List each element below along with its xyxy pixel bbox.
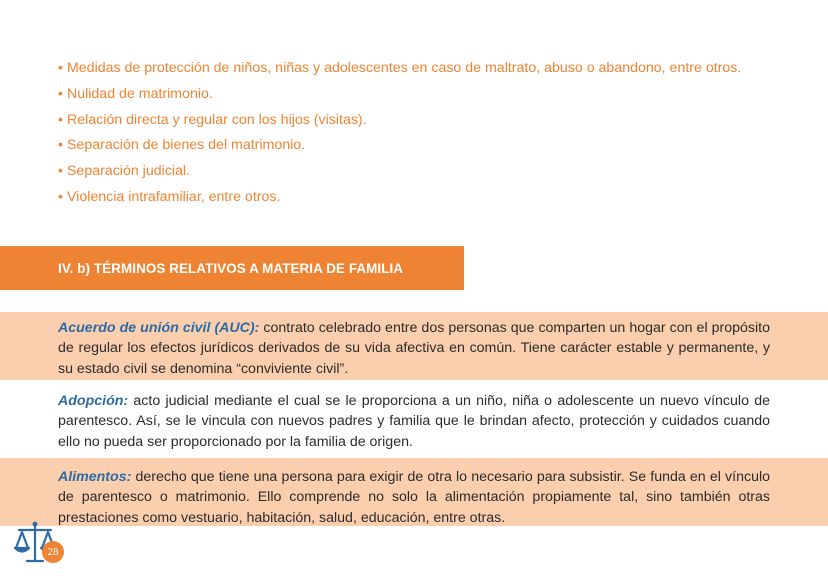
- bullet-marker: •: [58, 85, 63, 102]
- bullet-marker: •: [58, 137, 63, 154]
- list-item: [58, 159, 741, 185]
- list-item-text: Relación directa y regular con los hijos (visitas).: [66, 111, 367, 128]
- bullet-marker: •: [58, 188, 63, 205]
- list-item: [58, 82, 741, 108]
- list-item-text: Separación judicial.: [66, 163, 191, 180]
- section-title: IV. b) TÉRMINOS RELATIVOS A MATERIA DE FAMILIA: [58, 261, 404, 276]
- list-item-text: Medidas de protección de niños, niñas y adolescentes en caso de maltrato, abuso o abandono, entre otros.: [66, 60, 742, 76]
- glossary-entry-text: [58, 391, 770, 452]
- glossary-term: Acuerdo de unión civil (AUC):: [58, 320, 260, 336]
- glossary-entry-auc: [0, 312, 828, 380]
- list-item-text: Separación de bienes del matrimonio.: [66, 137, 306, 154]
- list-item-text: Violencia intrafamiliar, entre otros.: [66, 188, 281, 205]
- bullet-marker: •: [58, 111, 63, 128]
- page-number: 28: [42, 541, 64, 563]
- section-header-bar: [0, 246, 464, 290]
- list-item: [58, 185, 741, 211]
- list-item: [58, 56, 741, 82]
- glossary-definition: acto judicial mediante el cual se le proporciona a un niño, niña o adolescente un nuevo vínculo de parentesco. Así, se le vincula con nuevos padres y familia que le brindan afecto, protección y cuidados cuando ello no pueda ser proporcionado por la familia de origen.: [58, 393, 770, 450]
- glossary-term: Adopción:: [58, 393, 129, 409]
- glossary-entry-text: [58, 467, 770, 528]
- glossary-entry-alimentos: [0, 458, 828, 526]
- glossary-definition: contrato celebrado entre dos personas que comparten un hogar con el propósito de regular los efectos jurídicos derivados de su vida afectiva en común. Tiene carácter estable y permanente, y su estado civil se denomina “conviviente civil”.: [58, 320, 770, 377]
- bullet-marker: •: [58, 60, 63, 76]
- glossary-entry-adopcion: [0, 382, 828, 452]
- glossary-entry-text: [58, 318, 770, 379]
- list-item-text: Nulidad de matrimonio.: [66, 85, 213, 102]
- glossary-definition: derecho que tiene una persona para exigir de otra lo necesario para subsistir. Se funda en el vínculo de parentesco o matrimonio. Ello comprende no solo la alimentación propiamente tal, sino también otras prestaciones como vestuario, habitación, salud, educación, entre otras.: [58, 469, 770, 526]
- list-item: [58, 133, 741, 159]
- bullet-marker: •: [58, 163, 63, 180]
- glossary-term: Alimentos:: [58, 469, 132, 485]
- procedure-list: [58, 56, 741, 211]
- list-item: [58, 108, 741, 134]
